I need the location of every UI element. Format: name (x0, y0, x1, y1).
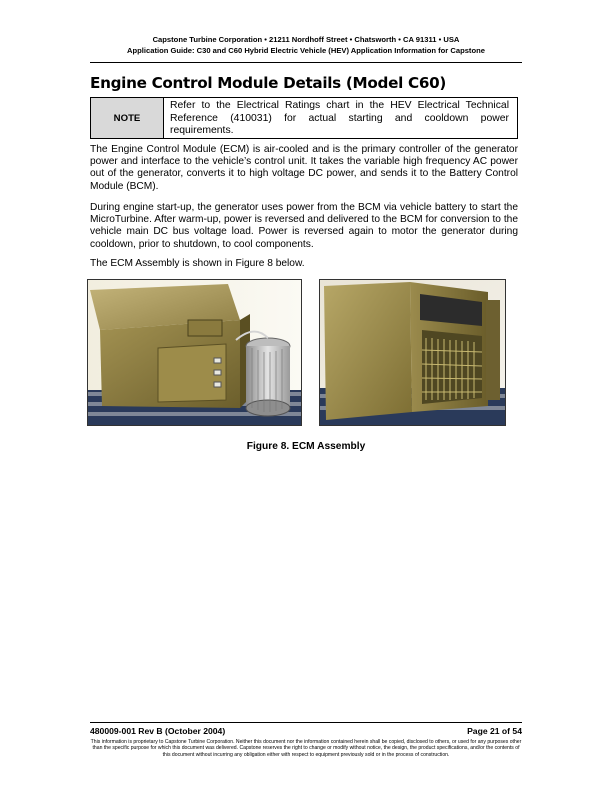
header-guide-title: Application Guide: C30 and C60 Hybrid Electric Vehicle (HEV) Application Information for Capstone (127, 45, 485, 55)
page-header (90, 35, 522, 56)
page-footer (90, 726, 522, 737)
proprietary-disclaimer: This information is proprietary to Capstone Turbine Corporation. Neither this document nor the information contained herein shall be copied, disclosed to others, or used for any purposes other than the specific purpose for which this document was delivered. Capstone reserves the right to change or modify without notice, the design, the product specifications, and/or the contents of this document without incurring any obligation either with respect to equipment previously sold or in the process of construction. (90, 739, 522, 758)
paragraph-ecm-description: The Engine Control Module (ECM) is air-cooled and is the primary controller of the generator power and interface to the vehicle’s control unit. It takes the variable high frequency AC power out of the generator, converts it to high voltage DC power, and sends it to the Battery Control Module (BCM). (90, 144, 518, 192)
footer-divider (90, 722, 522, 723)
document-id: 480009-001 Rev B (October 2004) (90, 726, 226, 736)
header-divider (90, 62, 522, 63)
figure-caption: Figure 8. ECM Assembly (246, 441, 366, 452)
ecm-photo-right (319, 279, 506, 426)
ecm-photo-left (87, 279, 302, 426)
note-label: NOTE (91, 98, 164, 138)
header-address: Capstone Turbine Corporation • 21211 Nordhoff Street • Chatsworth • CA 91311 • USA (152, 35, 460, 44)
paragraph-figure-reference: The ECM Assembly is shown in Figure 8 below. (90, 258, 305, 269)
section-title: Engine Control Module Details (Model C60) (90, 74, 446, 92)
paragraph-startup: During engine start-up, the generator uses power from the BCM via vehicle battery to start the MicroTurbine. After warm-up, power is reversed and delivered to the BCM for conversion to the vehicle main DC bus voltage load. Power is reversed again to motor the generator during cooldown, prior to shutdown, to cool components. (90, 202, 518, 250)
page-number: Page 21 of 54 (467, 726, 522, 736)
note-text: Refer to the Electrical Ratings chart in the HEV Electrical Technical Reference (410031) for actual starting and cooldown power requirements. (170, 100, 509, 137)
note-box (90, 97, 518, 139)
